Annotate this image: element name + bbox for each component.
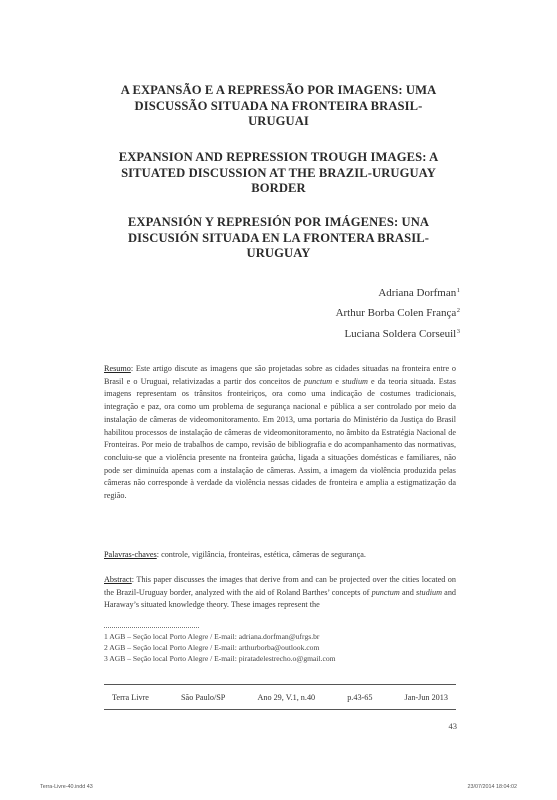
title-portuguese (95, 83, 462, 130)
title-line: DISCUSSÃO SITUADA NA FRONTEIRA BRASIL- (134, 98, 423, 113)
title-line: A EXPANSÃO E A REPRESSÃO POR IMAGENS: UMA (120, 83, 437, 97)
title-line: BORDER (251, 181, 306, 196)
footnotes (104, 631, 336, 664)
title-line: URUGUAY (246, 246, 311, 261)
resumo-label: Resumo (104, 364, 131, 373)
title-line: DISCUSIÓN SITUADA EN LA FRONTERA BRASIL- (127, 230, 430, 245)
journal-footer (104, 684, 456, 710)
journal-pages: p.43-65 (347, 692, 373, 702)
author-list (336, 282, 460, 343)
journal-name: Terra Livre (112, 692, 149, 702)
author-name: Adriana Dorfman$^1$ (378, 287, 460, 299)
footnote-marker: 3 (456, 327, 460, 335)
page-number: 43 (448, 721, 457, 731)
footnote: 3 AGB – Seção local Porto Alegre / E-mail: piratadelestrecho.o@gmail.com (104, 654, 336, 663)
footnote-marker: 2 (456, 307, 460, 315)
author-name: Luciana Soldera Corseuil$^3$ (344, 327, 460, 340)
title-line: SITUATED DISCUSSION AT THE BRAZIL-URUGUAY (121, 165, 436, 180)
keywords-paragraph: Palavras-chaves: controle, vigilância, fronteiras, estética, câmeras de segurança. (104, 550, 366, 559)
resumo-paragraph: Resumo: Este artigo discute as imagens que são projetadas sobre as cidades situadas na fronteira entre o Brasil e o Uruguai, relativizadas a partir dos conceitos de punctum e studium e da teoria situada. Estas imagens representam os trânsitos fronteiriços, ora como uma indicação de costumes tradicionais, integração e paz, ora como um problema de segurança nacional e pública a ser controlado por meio da instalação de câmeras de videomonitoramento. Em 2013, uma portaria do Ministério da Justiça do Brasil habilitou processos de instalação de câmeras de videomonitoramento, no âmbito da Estratégia Nacional de Fronteiras. Por meio de trabalhos de campo, revisão de bibliografia e do acompanhamento das normativas, concluiu-se que a violência presente na fronteira gaúcha, ligada a situações domésticas e familiares, não pode ser diminuída apenas com a instalação de câmeras. Assim, a imagem da violência produzida pelas câmeras não corresponde à verdade da violência nessas cidades de fronteira e amplia a estigmatização da região. (104, 364, 456, 501)
footnote: 1 AGB – Seção local Porto Alegre / E-mail: adriana.dorfman@ufrgs.br (104, 632, 320, 641)
abstract-label: Abstract (104, 575, 132, 584)
journal-volume: Ano 29, V.1, n.40 (257, 692, 316, 702)
journal-date: Jan-Jun 2013 (404, 692, 448, 702)
abstract-paragraph: Abstract: This paper discusses the images that derive from and can be projected over the cities located on the Brazil-Uruguay border, analyzed with the aid of Roland Barthes’ concepts of punctum and studium and Haraway’s situated knowledge theory. These images represent the (104, 575, 457, 610)
footnote-divider (104, 627, 199, 628)
print-slug-file: Terra-Livre-40.indd 43 (40, 784, 93, 790)
keywords-label: Palavras-chaves (104, 550, 157, 559)
journal-place: São Paulo/SP (181, 692, 226, 702)
title-spanish (95, 215, 462, 262)
footnote: 2 AGB – Seção local Porto Alegre / E-mail: arthurborba@outlook.com (104, 643, 320, 652)
footnote-marker: 1 (456, 287, 460, 294)
title-line: EXPANSION AND REPRESSION TROUGH IMAGES: A (118, 150, 439, 164)
author-name: Arthur Borba Colen França$^2$ (335, 307, 460, 320)
print-slug-timestamp: 23/07/2014 18:04:02 (467, 784, 517, 790)
title-english (95, 150, 462, 197)
title-line: EXPANSIÓN Y REPRESIÓN POR IMÁGENES: UNA (127, 215, 430, 229)
title-line: URUGUAI (248, 114, 309, 129)
